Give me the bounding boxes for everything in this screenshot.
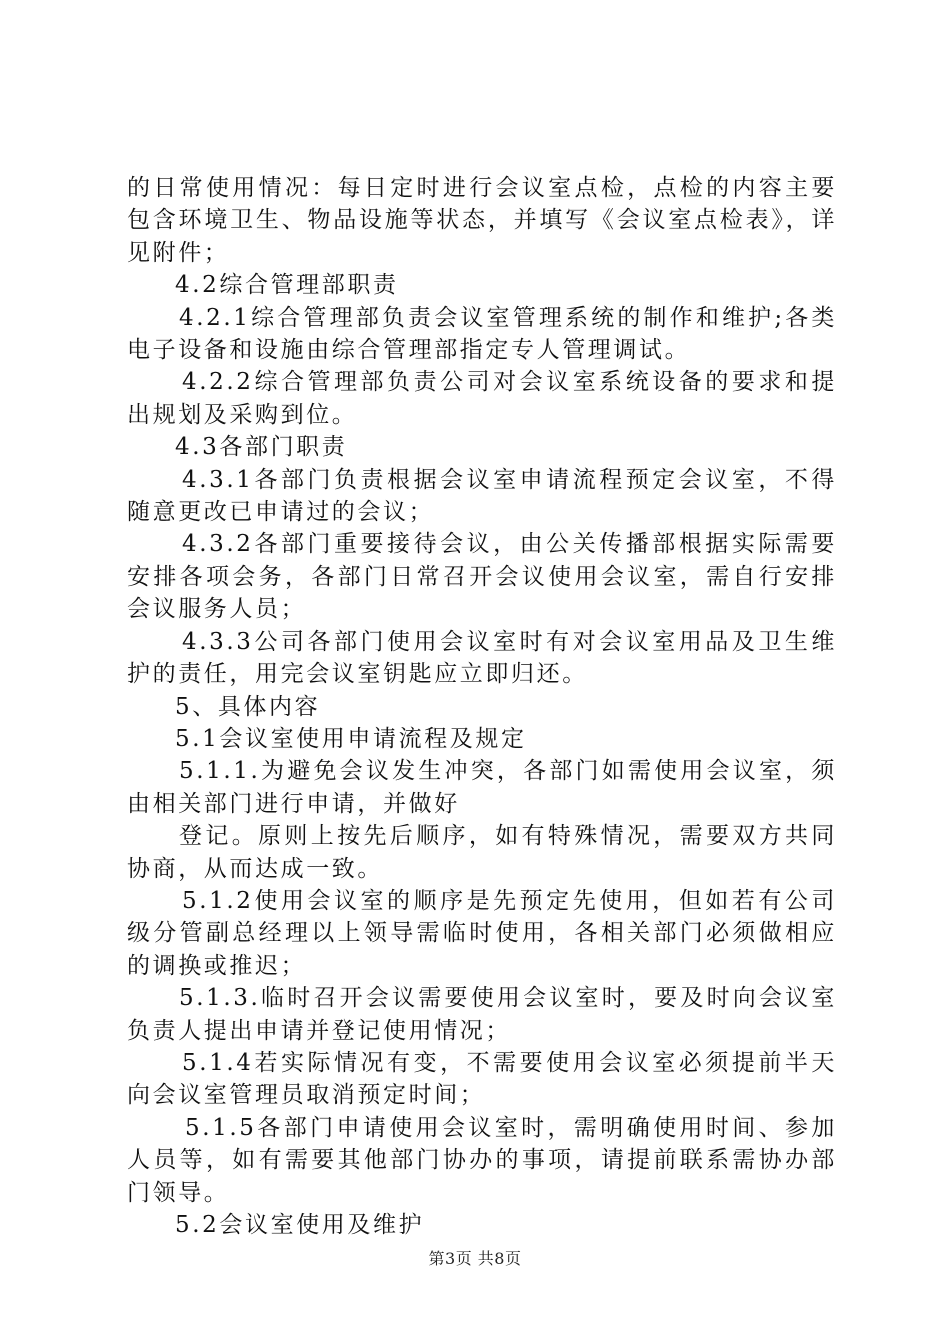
paragraph-5-1-4: 5.1.4若实际情况有变，不需要使用会议室必须提前半天向会议室管理员取消预定时间； [127,1049,837,1109]
paragraph-4-2-1: 4.2.1综合管理部负责会议室管理系统的制作和维护;各类电子设备和设施由综合管理部指定专人管理调试。 [127,304,837,364]
heading-5-2: 5.2会议室使用及维护 [175,1212,425,1238]
paragraph-4-3-2: 4.3.2各部门重要接待会议，由公关传播部根据实际需要安排各项会务，各部门日常召开会议使用会议室，需自行安排会议服务人员； [127,531,837,623]
paragraph-5-1-2: 5.1.2使用会议室的顺序是先预定先使用，但如若有公司级分管副总经理以上领导需临时使用，各相关部门必须做相应的调换或推迟； [127,887,837,979]
heading-5: 5、具体内容 [175,693,321,720]
document-body [127,172,837,1241]
paragraph-5-1-1-continued: 登记。原则上按先后顺序，如有特殊情况，需要双方共同协商，从而达成一致。 [127,823,837,882]
heading-5-1: 5.1会议室使用申请流程及规定 [175,725,527,752]
paragraph-4-3-3: 4.3.3公司各部门使用会议室时有对会议室用品及卫生维护的责任，用完会议室钥匙应立即归还。 [127,628,837,688]
paragraph-5-1-3: 5.1.3.临时召开会议需要使用会议室时，要及时向会议室负责人提出申请并登记使用情况； [127,985,837,1044]
paragraph-daily-check: 的日常使用情况：每日定时进行会议室点检，点检的内容主要包含环境卫生、物品设施等状态，并填写《会议室点检表》，详见附件； [127,175,837,266]
heading-4-3: 4.3各部门职责 [175,434,348,461]
paragraph-4-3-1: 4.3.1各部门负责根据会议室申请流程预定会议室，不得随意更改已申请过的会议； [127,466,837,526]
paragraph-5-1-1: 5.1.1.为避免会议发生冲突，各部门如需使用会议室，须由相关部门进行申请，并做好 [127,758,837,817]
paragraph-4-2-2: 4.2.2综合管理部负责公司对会议室系统设备的要求和提出规划及采购到位。 [127,369,837,428]
heading-4-2: 4.2综合管理部职责 [175,272,399,299]
paragraph-5-1-5: 5.1.5各部门申请使用会议室时，需明确使用时间、参加人员等，如有需要其他部门协办的事项，请提前联系需协办部门领导。 [127,1114,837,1206]
page-number-footer: 第3页 共8页 [428,1249,522,1268]
